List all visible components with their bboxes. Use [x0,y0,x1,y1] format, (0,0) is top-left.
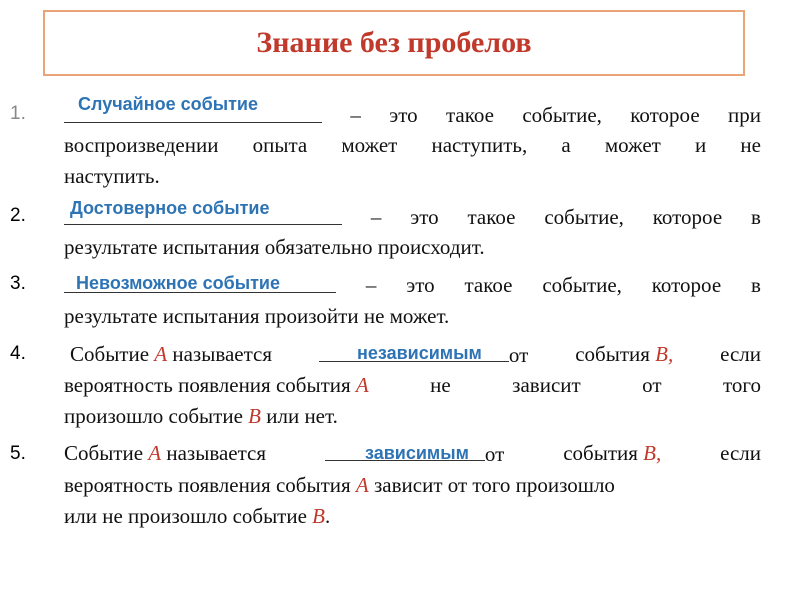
answer-blank-1 [64,100,322,123]
word: в [751,273,761,297]
word: не [740,133,761,157]
word: зависит [512,373,581,397]
item-3-line-1 [64,270,761,300]
word: такое [464,273,513,297]
word: опыта [252,133,308,157]
word-group [575,339,673,369]
item-1-line-1 [64,100,761,130]
word: это [410,205,439,229]
variable-b: B, [655,342,674,366]
phrase: или нет. [266,404,338,428]
variable-b: B [248,404,261,428]
sentence-start [64,438,266,468]
word: наступить, [431,133,528,157]
word: – [350,103,361,127]
word: такое [467,205,516,229]
item-1-line-3: наступить. [64,164,160,188]
item-2-line-2: результате испытания обязательно происходит. [64,235,485,259]
item-number: 4. [10,343,26,364]
word: это [406,273,435,297]
word: события [575,342,650,366]
item-3-line-2: результате испытания произойти не может. [64,304,450,328]
item-1-line-2 [64,130,761,160]
word: может [604,133,661,157]
phrase: вероятность появления события [64,473,351,497]
phrase: вероятность появления события [64,373,351,397]
variable-a: A [355,473,369,497]
answer-2: Достоверное событие [70,198,270,218]
word: и [695,133,707,157]
word: это [389,103,418,127]
item-number: 5. [10,443,26,464]
title-box [43,10,745,76]
word: от [642,373,662,397]
phrase: произошло событие [64,404,243,428]
blank-group [325,438,504,468]
variable-a: A [154,342,168,366]
answer-4: независимым [357,343,482,363]
variable-b: B, [643,441,662,465]
item-5-line-1 [64,438,761,468]
answer-5: зависимым [365,443,469,463]
phrase: зависит от того произошло [373,473,615,497]
blank-group [319,339,528,369]
word: от [484,442,505,466]
word: от [508,343,529,367]
item-4-line-3 [64,401,761,431]
word: в [751,205,761,229]
word: события [563,441,638,465]
page-title: Знание без пробелов [256,26,532,59]
variable-b: B [312,504,325,528]
item-number: 2. [10,205,26,226]
word: если [720,342,761,366]
word: Событие [64,441,144,465]
item-2-line-1 [64,202,761,232]
word: – [370,205,382,229]
word: событие, [542,273,622,297]
word: такое [446,103,494,127]
word: при [728,103,761,127]
word: которое [652,205,723,229]
answer-3: Невозможное событие [76,273,280,293]
word: может [341,133,398,157]
word-group [64,370,369,400]
word: событие, [522,103,602,127]
word: называется [166,441,267,465]
item-4-line-1 [70,339,761,369]
variable-a: A [355,373,369,397]
word: того [722,373,761,397]
variable-a: A [148,441,162,465]
item-number: 1. [10,103,26,124]
answer-blank-3 [64,270,336,293]
answer-1: Случайное событие [78,94,258,114]
word: Событие [70,342,150,366]
answer-blank-4 [319,339,509,362]
answer-blank-5 [325,438,485,461]
word: событие, [544,205,624,229]
word: а [561,133,571,157]
item-number: 3. [10,273,26,294]
word: которое [630,103,700,127]
item-5-line-2 [64,470,761,500]
word: которое [651,273,722,297]
item-5-line-3 [64,501,761,531]
word: если [720,441,761,465]
word: не [430,373,451,397]
word: – [365,273,377,297]
word-group [563,438,661,468]
phrase: . [325,504,331,528]
answer-blank-2 [64,202,342,225]
word: называется [172,342,273,366]
word: воспроизведении [64,133,219,157]
phrase: или не произошло событие [64,504,307,528]
sentence-start [70,339,272,369]
item-4-line-2 [64,370,761,400]
